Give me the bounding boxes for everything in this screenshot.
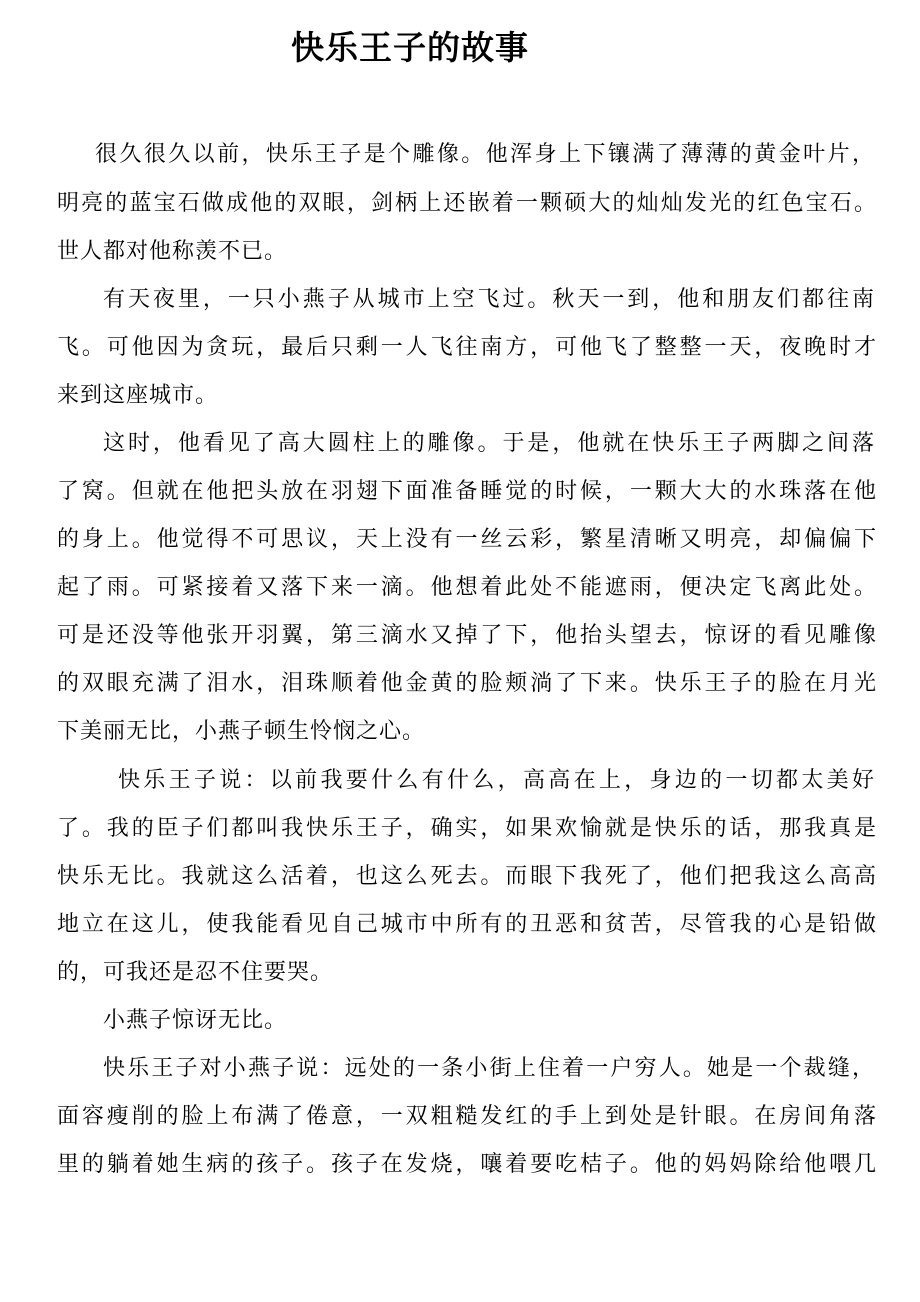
text-line: 很久很久以前，快乐王子是个雕像。他浑身上下镶满了薄薄的黄金叶片， [95, 142, 875, 167]
text-line: 飞。可他因为贪玩，最后只剩一人飞往南方，可他飞了整整一天，夜晚时才 [57, 335, 877, 360]
text-line: 快乐王子对小燕子说：远处的一条小街上住着一户穷人。她是一个裁缝， [103, 1056, 875, 1081]
text-line: 来到这座城市。 [57, 383, 219, 408]
text-line: 的，可我还是忍不住要哭。 [57, 960, 334, 985]
text-line: 里的躺着她生病的孩子。孩子在发烧，嚷着要吃桔子。他的妈妈除给他喂几 [57, 1152, 877, 1177]
text-line: 了窝。但就在他把头放在羽翅下面准备睡觉的时候，一颗大大的水珠落在他 [57, 479, 877, 504]
text-line: 有天夜里，一只小燕子从城市上空飞过。秋天一到，他和朋友们都往南 [103, 287, 875, 312]
document-title: 快乐王子的故事 [291, 28, 529, 67]
text-line: 可是还没等他张开羽翼，第三滴水又掉了下，他抬头望去，惊讶的看见雕像 [57, 623, 877, 648]
text-line: 世人都对他称羡不已。 [57, 239, 288, 264]
text-line: 了。我的臣子们都叫我快乐王子，确实，如果欢愉就是快乐的话，那我真是 [57, 816, 877, 841]
text-line: 这时，他看见了高大圆柱上的雕像。于是，他就在快乐王子两脚之间落 [103, 431, 875, 456]
text-line: 下美丽无比，小燕子顿生怜悯之心。 [57, 719, 426, 744]
text-line: 快乐王子说：以前我要什么有什么，高高在上，身边的一切都太美好 [118, 768, 875, 793]
text-line: 快乐无比。我就这么活着，也这么死去。而眼下我死了，他们把我这么高高 [57, 864, 877, 889]
text-line: 小燕子惊讶无比。 [103, 1008, 288, 1033]
text-line: 起了雨。可紧接着又落下来一滴。他想着此处不能遮雨，便决定飞离此处。 [57, 575, 877, 600]
text-line: 的双眼充满了泪水，泪珠顺着他金黄的脸颊淌了下来。快乐王子的脸在月光 [57, 671, 877, 696]
text-line: 的身上。他觉得不可思议，天上没有一丝云彩，繁星清晰又明亮，却偏偏下 [57, 527, 877, 552]
text-line: 面容瘦削的脸上布满了倦意，一双粗糙发红的手上到处是针眼。在房间角落 [57, 1104, 877, 1129]
text-line: 地立在这儿，使我能看见自己城市中所有的丑恶和贫苦，尽管我的心是铅做 [57, 912, 877, 937]
text-line: 明亮的蓝宝石做成他的双眼，剑柄上还嵌着一颗硕大的灿灿发光的红色宝石。 [57, 191, 877, 216]
